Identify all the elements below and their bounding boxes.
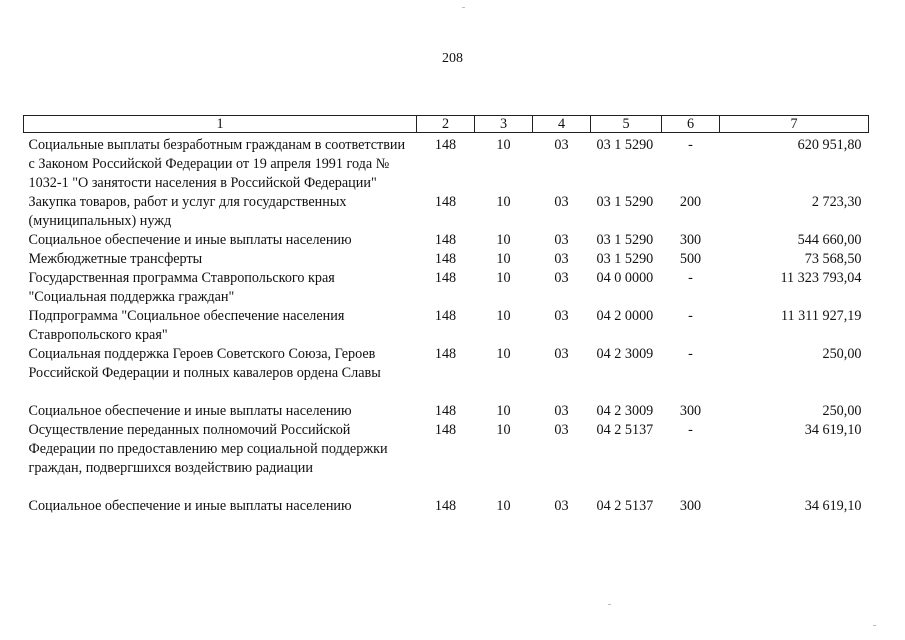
row-code-6: 200: [679, 194, 702, 210]
row-code-2: 148: [434, 498, 457, 514]
row-code-5: 04 2 3009: [596, 346, 654, 362]
row-code-6: 300: [679, 498, 702, 514]
table-row: [24, 269, 869, 307]
row-code-3: 10: [496, 137, 511, 153]
row-code-2: 148: [434, 403, 457, 419]
row-name: Социальное обеспечение и иные выплаты населению: [28, 403, 352, 419]
row-code-5: 03 1 5290: [596, 137, 654, 153]
row-code-6: -: [688, 270, 693, 286]
row-amount: 250,00: [822, 403, 862, 419]
row-code-5: 03 1 5290: [596, 232, 654, 248]
row-code-4: 03: [554, 422, 569, 438]
budget-table: [23, 115, 869, 516]
row-code-6: -: [688, 137, 693, 153]
row-code-4: 03: [554, 137, 569, 153]
row-code-2: 148: [434, 137, 457, 153]
row-amount: 620 951,80: [797, 137, 862, 153]
row-code-2: 148: [434, 308, 457, 324]
row-code-3: 10: [496, 422, 511, 438]
row-code-4: 03: [554, 270, 569, 286]
row-code-5: 04 2 5137: [596, 498, 654, 514]
row-code-5: 04 0 0000: [596, 270, 654, 286]
column-header: 1: [24, 116, 417, 133]
row-code-4: 03: [554, 232, 569, 248]
page-number: 208: [442, 51, 463, 66]
row-amount: 250,00: [822, 346, 862, 362]
table-header-row: [24, 116, 869, 133]
row-name: Социальное обеспечение и иные выплаты населению: [28, 232, 352, 248]
row-amount: 73 568,50: [804, 251, 862, 267]
table-row: [24, 231, 869, 250]
row-code-3: 10: [496, 308, 511, 324]
row-code-4: 03: [554, 346, 569, 362]
row-code-2: 148: [434, 251, 457, 267]
scan-speck: [873, 625, 876, 626]
row-code-3: 10: [496, 251, 511, 267]
column-header: 2: [417, 116, 475, 133]
row-code-6: -: [688, 308, 693, 324]
row-code-4: 03: [554, 498, 569, 514]
row-name: Государственная программа Ставропольского края "Социальная поддержка граждан": [28, 270, 335, 305]
row-code-6: 300: [679, 232, 702, 248]
column-header: 7: [720, 116, 869, 133]
row-code-4: 03: [554, 308, 569, 324]
row-amount: 11 311 927,19: [780, 308, 862, 324]
table-row: [24, 193, 869, 231]
table-row: [24, 307, 869, 345]
row-code-6: 300: [679, 403, 702, 419]
row-code-6: -: [688, 346, 693, 362]
row-amount: 34 619,10: [804, 498, 862, 514]
row-name: Социальное обеспечение и иные выплаты населению: [28, 498, 352, 514]
row-code-4: 03: [554, 194, 569, 210]
row-amount: 11 323 793,04: [780, 270, 862, 286]
row-code-2: 148: [434, 422, 457, 438]
row-code-2: 148: [434, 346, 457, 362]
row-amount: 544 660,00: [797, 232, 862, 248]
row-code-2: 148: [434, 270, 457, 286]
table-row: [24, 421, 869, 497]
table-row: [24, 345, 869, 402]
row-code-2: 148: [434, 194, 457, 210]
scan-speck: [608, 604, 611, 605]
column-header: 5: [591, 116, 662, 133]
row-code-4: 03: [554, 403, 569, 419]
row-code-3: 10: [496, 346, 511, 362]
row-code-2: 148: [434, 232, 457, 248]
row-name: Социальные выплаты безработным гражданам в соответствии с Законом Российской Федерации от 19 апреля 1991 года № 1032-1 "О занятости населения в Российской Федерации": [28, 137, 406, 191]
table-row: [24, 250, 869, 269]
row-code-3: 10: [496, 498, 511, 514]
row-code-5: 04 2 0000: [596, 308, 654, 324]
row-code-3: 10: [496, 403, 511, 419]
row-code-5: 03 1 5290: [596, 251, 654, 267]
table-row: [24, 402, 869, 421]
row-name: Осуществление переданных полномочий Российской Федерации по предоставлению мер социальной поддержки граждан, подвергшихся воздействию радиации: [28, 422, 388, 476]
row-amount: 2 723,30: [811, 194, 862, 210]
row-code-5: 04 2 3009: [596, 403, 654, 419]
row-code-3: 10: [496, 194, 511, 210]
column-header: 3: [475, 116, 533, 133]
table-row: [24, 133, 869, 194]
row-name: Подпрограмма "Социальное обеспечение населения Ставропольского края": [28, 308, 345, 343]
scan-speck: [462, 7, 465, 8]
row-code-5: 04 2 5137: [596, 422, 654, 438]
row-amount: 34 619,10: [804, 422, 862, 438]
row-code-3: 10: [496, 232, 511, 248]
row-name: Социальная поддержка Героев Советского Союза, Героев Российской Федерации и полных кавалеров ордена Славы: [28, 346, 381, 381]
column-header: 4: [533, 116, 591, 133]
row-code-5: 03 1 5290: [596, 194, 654, 210]
row-name: Закупка товаров, работ и услуг для государственных (муниципальных) нужд: [28, 194, 347, 229]
row-code-3: 10: [496, 270, 511, 286]
row-code-6: -: [688, 422, 693, 438]
row-name: Межбюджетные трансферты: [28, 251, 203, 267]
column-header: 6: [662, 116, 720, 133]
row-code-6: 500: [679, 251, 702, 267]
table-row: [24, 497, 869, 516]
row-code-4: 03: [554, 251, 569, 267]
